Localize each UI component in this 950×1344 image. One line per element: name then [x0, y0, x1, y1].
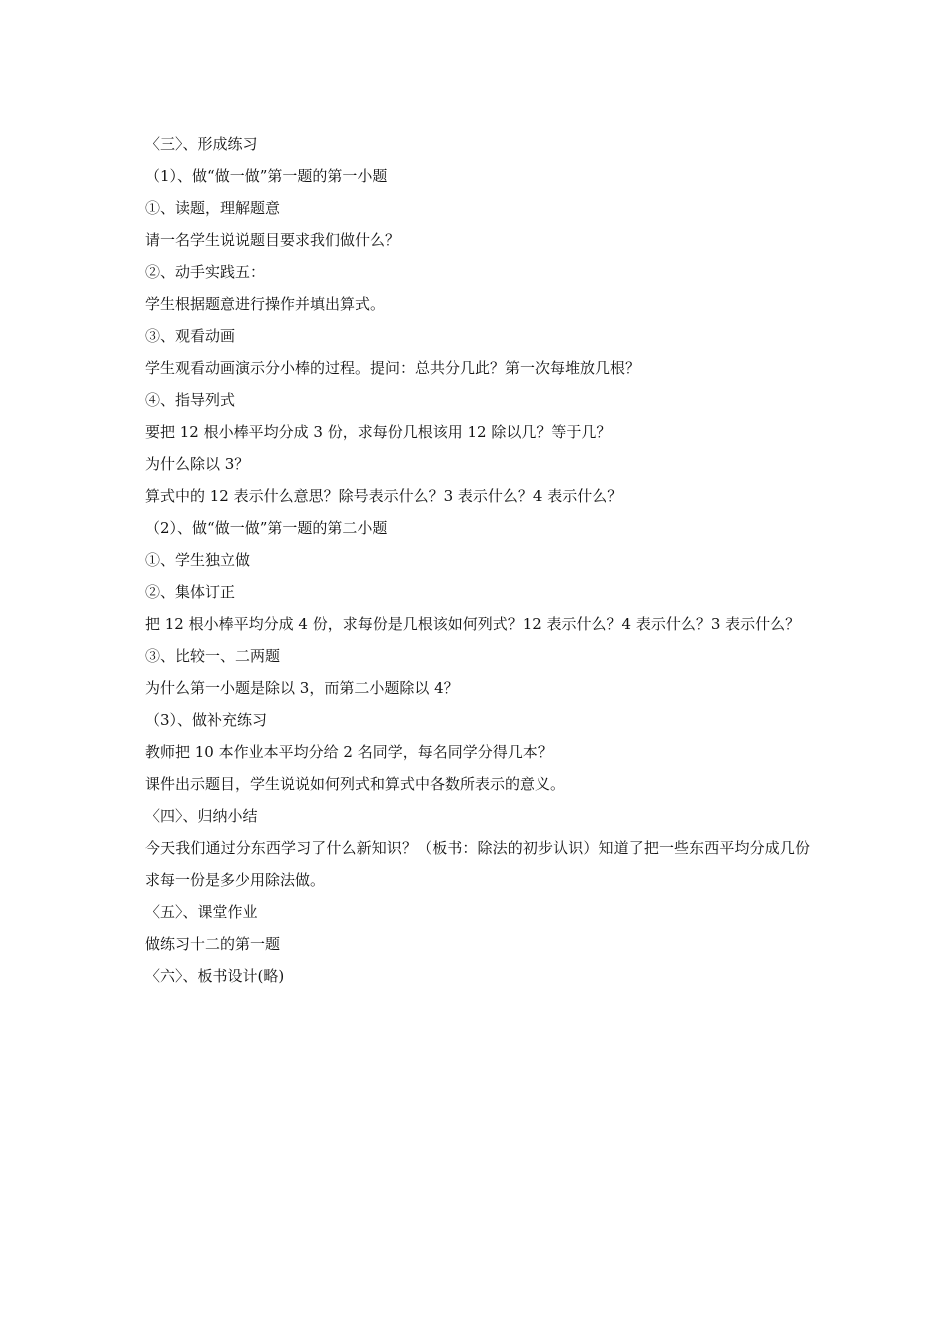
paragraph-line: 做练习十二的第一题 — [145, 935, 281, 953]
paragraph-line: 为什么第一小题是除以 3，而第二小题除以 4？ — [145, 679, 459, 697]
step-line: ①、学生独立做 — [145, 551, 251, 569]
paragraph-line: 要把 12 根小棒平均分成 3 份，求每份几根该用 12 除以几？等于几？ — [145, 423, 612, 441]
section-heading-4: 〈四〉、归纳小结 — [145, 807, 258, 825]
step-line: ②、集体订正 — [145, 583, 236, 601]
paragraph-line: 教师把 10 本作业本平均分给 2 名同学，每名同学分得几本？ — [145, 743, 553, 761]
step-line: ④、指导列式 — [145, 391, 236, 409]
subheading-3: （3）、做补充练习 — [145, 711, 268, 729]
step-line: ③、比较一、二两题 — [145, 647, 281, 665]
section-heading-3: 〈三〉、形成练习 — [145, 135, 258, 153]
subheading-2: （2）、做“做一做”第一题的第二小题 — [145, 519, 388, 537]
paragraph-line: 请一名学生说说题目要求我们做什么？ — [145, 231, 401, 249]
subheading-1: （1）、做“做一做”第一题的第一小题 — [145, 167, 388, 185]
paragraph-line: 今天我们通过分东西学习了什么新知识？（板书：除法的初步认识）知道了把一些东西平均分成几份求每一份是多少用除法做。 — [145, 839, 810, 889]
step-line: ③、观看动画 — [145, 327, 236, 345]
paragraph-line: 学生根据题意进行操作并填出算式。 — [145, 295, 386, 313]
paragraph-line: 课件出示题目，学生说说如何列式和算式中各数所表示的意义。 — [145, 775, 566, 793]
paragraph-line: 为什么除以 3？ — [145, 455, 250, 473]
step-line: ②、动手实践五： — [145, 263, 266, 281]
section-heading-5: 〈五〉、课堂作业 — [145, 903, 258, 921]
paragraph-line: 学生观看动画演示分小棒的过程。提问：总共分几此？第一次每堆放几根？ — [145, 359, 641, 377]
paragraph-line: 把 12 根小棒平均分成 4 份，求每份是几根该如何列式？12 表示什么？4 表示什么？3 表示什么？ — [145, 615, 801, 633]
paragraph-line: 算式中的 12 表示什么意思？除号表示什么？3 表示什么？4 表示什么？ — [145, 487, 623, 505]
section-heading-6: 〈六〉、板书设计(略) — [145, 967, 285, 985]
step-line: ①、读题，理解题意 — [145, 199, 281, 217]
document-body — [145, 128, 810, 992]
